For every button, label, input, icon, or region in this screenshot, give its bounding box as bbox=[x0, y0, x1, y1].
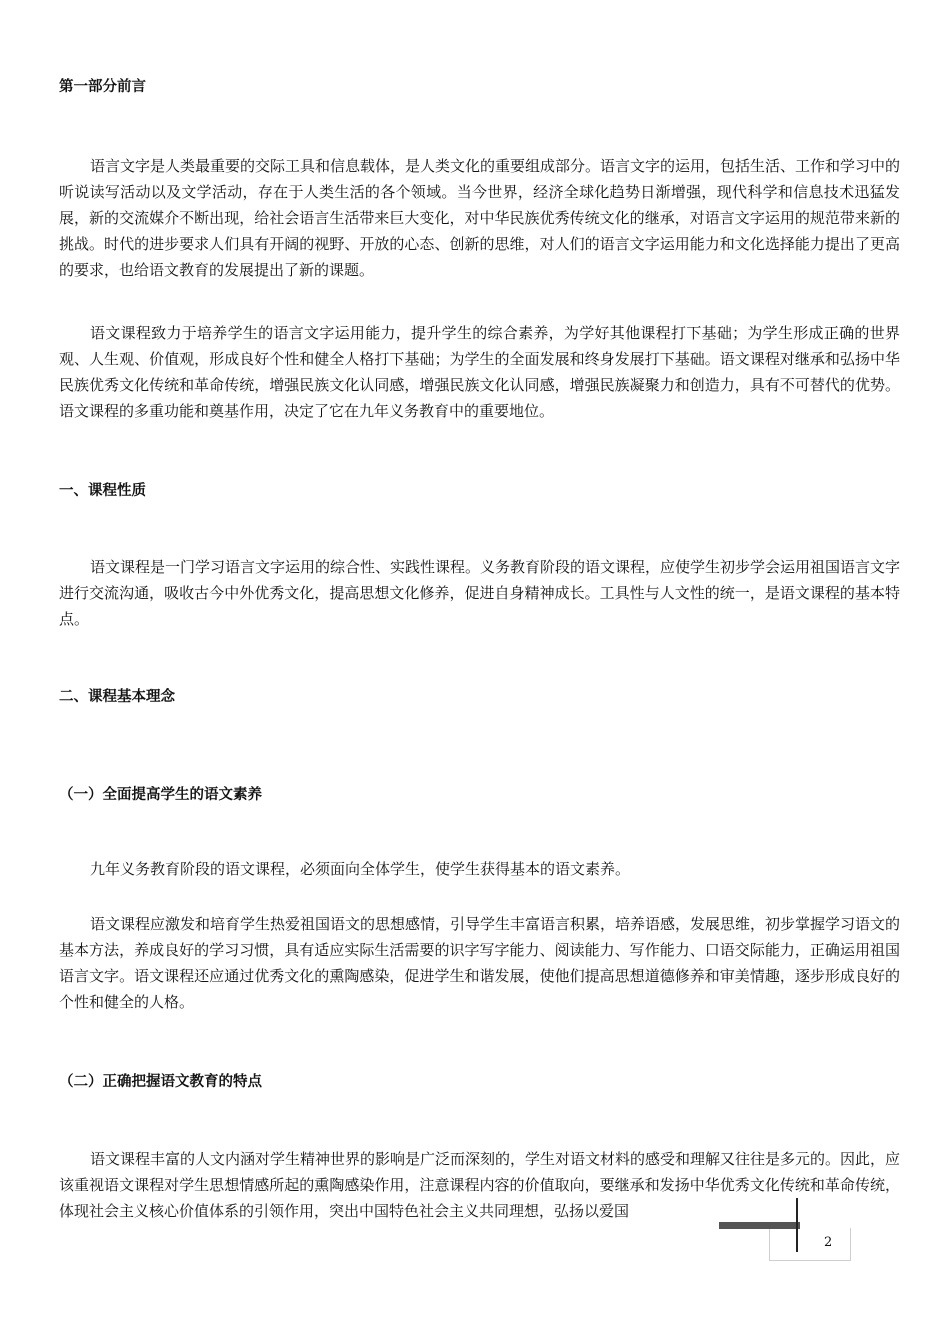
heading-basic-concepts: 二、课程基本理念 bbox=[59, 689, 175, 705]
page-number-box bbox=[769, 1228, 851, 1261]
preface-paragraph-1: 语言文字是人类最重要的交际工具和信息载体，是人类文化的重要组成部分。语言文字的运用，包括生活、工作和学习中的听说读写活动以及文学活动，存在于人类生活的各个领域。当今世界，经济全球化趋势日渐增强，现代科学和信息技术迅猛发展，新的交流媒介不断出现，给社会语言生活带来巨大变化，对中华民族优秀传统文化的继承，对语言文字运用的规范带来新的挑战。时代的进步要求人们具有开阔的视野、开放的心态、创新的思维，对人们的语言文字运用能力和文化选择能力提出了更高的要求，也给语文教育的发展提出了新的课题。 bbox=[59, 157, 901, 279]
subheading-characteristics: （二）正确把握语文教育的特点 bbox=[59, 1074, 262, 1090]
page-number: 2 bbox=[824, 1235, 833, 1250]
literacy-paragraph-2: 语文课程应激发和培育学生热爱祖国语文的思想感情，引导学生丰富语言积累，培养语感，发展思维，初步掌握学习语文的基本方法，养成良好的学习习惯，具有适应实际生活需要的识字写字能力、阅读能力、写作能力、口语交际能力，正确运用祖国语言文字。语文课程还应通过优秀文化的熏陶感染，促进学生和谐发展，使他们提高思想道德修养和审美情趣，逐步形成良好的个性和健全的人格。 bbox=[59, 915, 901, 1011]
page-number-divider bbox=[796, 1198, 798, 1252]
heading-course-nature: 一、课程性质 bbox=[59, 483, 146, 499]
course-nature-paragraph: 语文课程是一门学习语言文字运用的综合性、实践性课程。义务教育阶段的语文课程，应使学生初步学会运用祖国语言文字进行交流沟通，吸收古今中外优秀文化，提高思想文化修养，促进自身精神成长。工具性与人文性的统一，是语文课程的基本特点。 bbox=[59, 558, 901, 628]
literacy-paragraph-1: 九年义务教育阶段的语文课程，必须面向全体学生，使学生获得基本的语文素养。 bbox=[90, 860, 631, 878]
section-title: 第一部分前言 bbox=[59, 79, 146, 95]
preface-paragraph-2: 语文课程致力于培养学生的语言文字运用能力，提升学生的综合素养，为学好其他课程打下基础；为学生形成正确的世界观、人生观、价值观，形成良好个性和健全人格打下基础；为学生的全面发展和终身发展打下基础。语文课程对继承和弘扬中华民族优秀文化传统和革命传统，增强民族文化认同感，增强民族文化认同感，增强民族凝聚力和创造力，具有不可替代的优势。语文课程的多重功能和奠基作用，决定了它在九年义务教育中的重要地位。 bbox=[59, 324, 900, 420]
page-number-bar bbox=[719, 1222, 800, 1229]
characteristics-paragraph: 语文课程丰富的人文内涵对学生精神世界的影响是广泛而深刻的，学生对语文材料的感受和理解又往往是多元的。因此，应该重视语文课程对学生思想情感所起的熏陶感染作用，注意课程内容的价值取向，要继承和发扬中华优秀文化传统和革命传统，体现社会主义核心价值体系的引领作用，突出中国特色社会主义共同理想，弘扬以爱国 bbox=[59, 1150, 901, 1220]
subheading-literacy: （一）全面提高学生的语文素养 bbox=[59, 787, 262, 803]
